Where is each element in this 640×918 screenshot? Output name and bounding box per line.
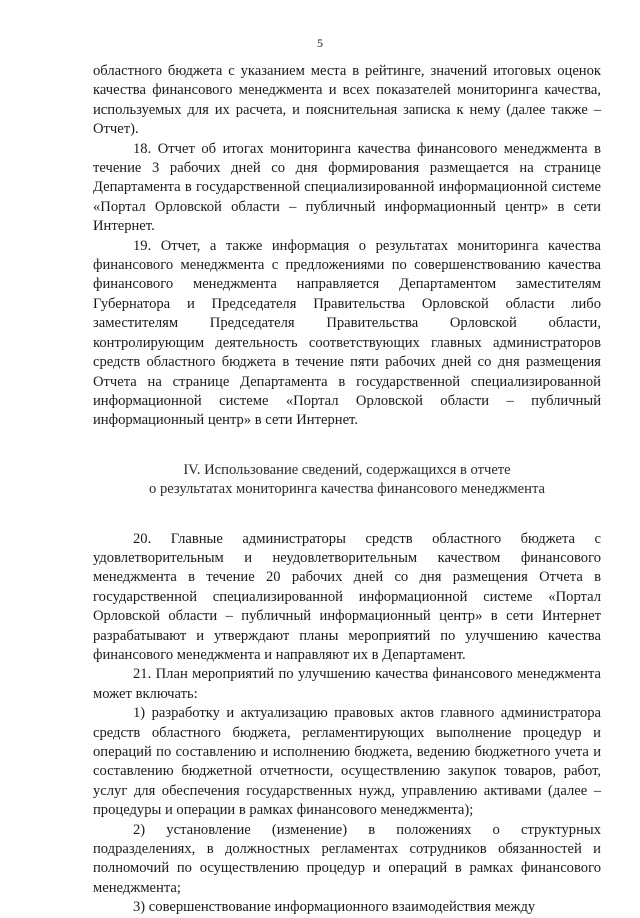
page-number: 5 (317, 36, 323, 50)
document-body (93, 62, 601, 918)
list-item-1: 1) разработку и актуализацию правовых актов главного администратора средств областного бюджета, регламентирующих выполнение процедур и операций по составлению и исполнению бюджета, ведению бюджетного учета и составлению бюджетной отчетности, осуществлению закупок товаров, работ, услуг для обеспечения государственных нужд, управлению активами (далее – процедуры и операции в рамках финансового менеджмента); (93, 705, 601, 819)
paragraph-18: 18. Отчет об итогах мониторинга качества финансового менеджмента в течение 3 рабочих дней со дня формирования размещается на странице Департамента в государственной специализированной информационной системе «Портал Орловской области – публичный информационный центр» в сети Интернет. (93, 140, 601, 235)
list-item-2: 2) установление (изменение) в положениях о структурных подразделениях, в должностных регламентах сотрудников обязанностей и полномочий по осуществлению процедур и операций в рамках финансового менеджмента; (93, 821, 601, 896)
section-heading-line2: о результатах мониторинга качества финансового менеджмента (149, 481, 545, 498)
paragraph-continued: областного бюджета с указанием места в рейтинге, значений итоговых оценок качества финансового менеджмента и всех показателей мониторинга качества, используемых для их расчета, и пояснительная записка к нему (далее также – Отчет). (93, 63, 601, 138)
section-heading (93, 461, 601, 500)
paragraph-21: 21. План мероприятий по улучшению качества финансового менеджмента может включать: (93, 666, 601, 702)
list-item-3: 3) совершенствование информационного взаимодействия между (133, 899, 536, 916)
paragraph-20: 20. Главные администраторы средств областного бюджета с удовлетворительным и неудовлетворительным качеством финансового менеджмента в течение 20 рабочих дней со дня размещения Отчета в государственной специализированной информационной системе «Портал Орловской области – публичный информационный центр» в сети Интернет разрабатывают и утверждают планы мероприятий по улучшению качества финансового менеджмента и направляют их в Департамент. (93, 530, 601, 663)
section-heading-line1: IV. Использование сведений, содержащихся в отчете (183, 461, 511, 478)
paragraph-19: 19. Отчет, а также информация о результатах мониторинга качества финансового менеджмента с предложениями по совершенствованию качества финансового менеджмента направляется Департаментом заместителям Губернатора и Председателя Правительства Орловской области либо заместителям Председателя Правительства Орловской области, контролирующим деятельность соответствующих главных администраторов средств областного бюджета в течение пяти рабочих дней со дня размещения Отчета на странице Департамента в государственной специализированной информационной системе «Портал Орловской области – публичный информационный центр» в сети Интернет. (93, 237, 601, 429)
